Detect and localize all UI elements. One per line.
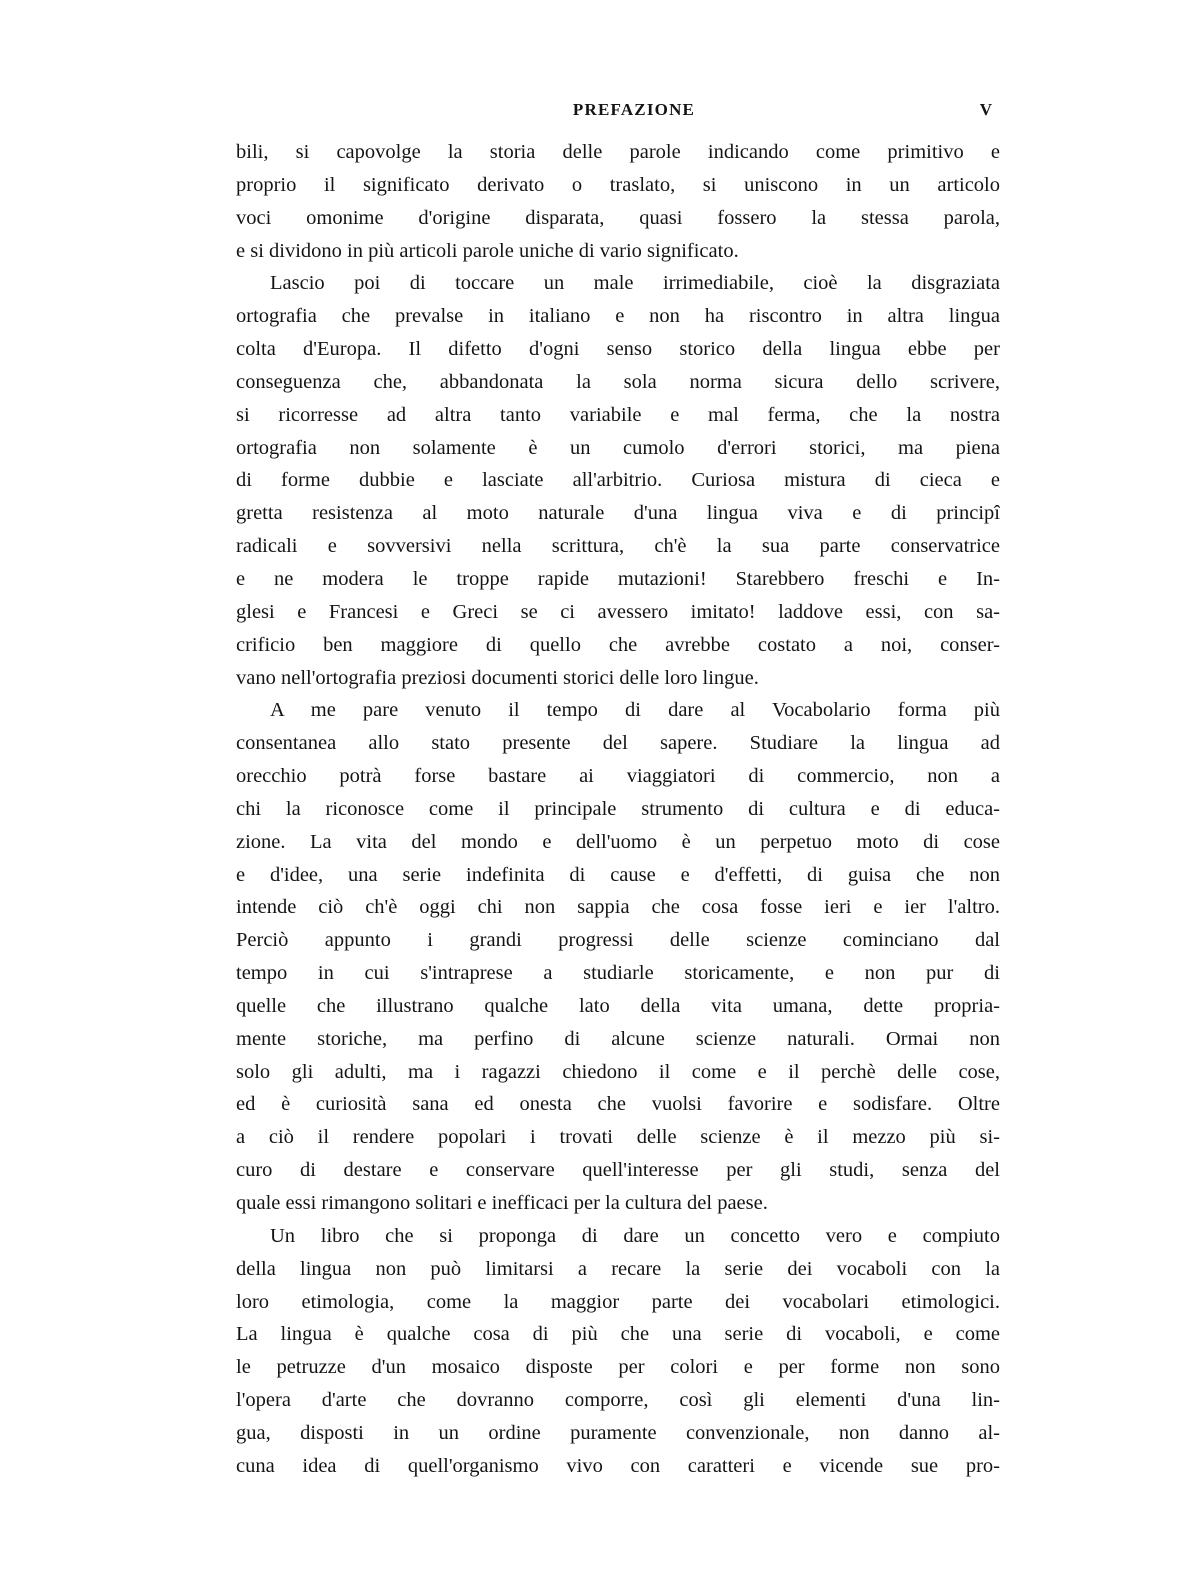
text-line: e ne modera le troppe rapide mutazioni! Starebbero freschi e In- [236,567,1000,590]
text-line: orecchio potrà forse bastare ai viaggiatori di commercio, non a [236,765,1000,788]
text-line: conseguenza che, abbandonata la sola norma sicura dello scrivere, [236,370,1000,393]
text-line: A me pare venuto il tempo di dare al Vocabolario forma più [270,699,1000,722]
text-line: consentanea allo stato presente del sapere. Studiare la lingua ad [236,732,1000,755]
text-line: loro etimologia, come la maggior parte dei vocabolari etimologici. [236,1290,1000,1313]
text-line: colta d'Europa. Il difetto d'ogni senso storico della lingua ebbe per [236,338,1000,361]
text-line: curo di destare e conservare quell'interesse per gli studi, senza del [236,1159,1000,1182]
text-line: e si dividono in più articoli parole uniche di vario significato. [236,239,739,262]
running-head [236,100,1000,128]
text-line: La lingua è qualche cosa di più che una serie di vocaboli, e come [236,1323,1000,1346]
text-line: ortografia non solamente è un cumolo d'errori storici, ma piena [236,436,1000,459]
text-line: voci omonime d'origine disparata, quasi fossero la stessa parola, [236,206,1000,229]
text-line: Perciò appunto i grandi progressi delle scienze cominciano dal [236,929,1000,952]
running-title: PREFAZIONE [572,100,696,119]
text-line: a ciò il rendere popolari i trovati delle scienze è il mezzo più si- [236,1126,1000,1149]
page-number: V [979,100,992,119]
text-line: crificio ben maggiore di quello che avrebbe costato a noi, conser- [236,633,1000,656]
text-line: bili, si capovolge la storia delle parole indicando come primitivo e [236,141,1000,163]
text-line: chi la riconosce come il principale strumento di cultura e di educa- [236,797,1000,820]
text-line: si ricorresse ad altra tanto variabile e mal ferma, che la nostra [236,403,1000,426]
text-line: della lingua non può limitarsi a recare la serie dei vocaboli con la [236,1257,1000,1280]
text-line: e d'idee, una serie indefinita di cause e d'effetti, di guisa che non [236,863,1000,886]
text-line: cuna idea di quell'organismo vivo con caratteri e vicende sue pro- [236,1454,1000,1477]
text-line: Un libro che si proponga di dare un concetto vero e compiuto [270,1224,1000,1247]
text-line: quale essi rimangono solitari e inefficaci per la cultura del paese. [236,1192,768,1214]
text-line: zione. La vita del mondo e dell'uomo è un perpetuo moto di cose [236,830,1000,853]
text-line: glesi e Francesi e Greci se ci avessero imitato! laddove essi, con sa- [236,600,1000,623]
text-line: radicali e sovversivi nella scrittura, ch'è la sua parte conservatrice [236,535,1000,558]
text-line: gretta resistenza al moto naturale d'una lingua viva e di principî [236,502,1000,525]
text-line: ed è curiosità sana ed onesta che vuolsi favorire e sodisfare. Oltre [236,1093,1000,1116]
text-line: vano nell'ortografia preziosi documenti storici delle loro lingue. [236,666,759,689]
text-line: solo gli adulti, ma i ragazzi chiedono il come e il perchè delle cose, [236,1060,1000,1083]
text-line: mente storiche, ma perfino di alcune scienze naturali. Ormai non [236,1027,1000,1050]
text-line: intende ciò ch'è oggi chi non sappia che cosa fosse ieri e ier l'altro. [236,896,1000,919]
text-line: Lascio poi di toccare un male irrimediabile, cioè la disgraziata [270,272,1000,295]
text-line: ortografia che prevalse in italiano e non ha riscontro in altra lingua [236,305,1000,328]
text-line: di forme dubbie e lasciate all'arbitrio. Curiosa mistura di cieca e [236,469,1000,492]
text-line: tempo in cui s'intraprese a studiarle storicamente, e non pur di [236,962,1000,985]
text-line: l'opera d'arte che dovranno comporre, così gli elementi d'una lin- [236,1389,1000,1412]
body-text [236,136,1000,1483]
text-line: gua, disposti in un ordine puramente convenzionale, non danno al- [236,1421,1000,1444]
text-line: le petruzze d'un mosaico disposte per colori e per forme non sono [236,1356,1000,1379]
text-line: quelle che illustrano qualche lato della vita umana, dette propria- [236,994,1000,1017]
text-line: proprio il significato derivato o traslato, si uniscono in un articolo [236,173,1000,196]
